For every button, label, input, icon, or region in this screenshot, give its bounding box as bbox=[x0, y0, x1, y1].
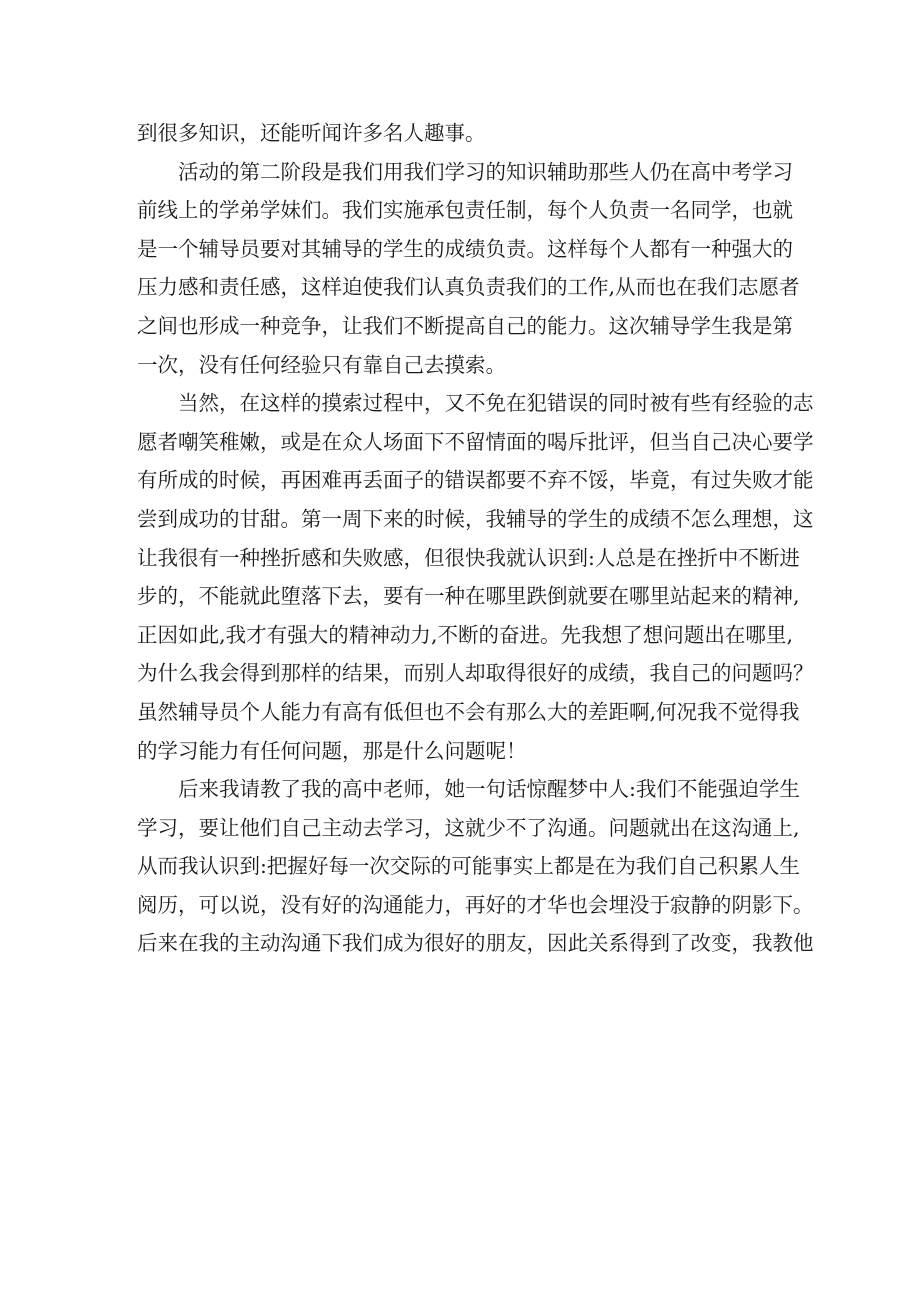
text-line: 一次，没有任何经验只有靠自己去摸索。 bbox=[137, 352, 506, 377]
text-line: 从而我认识到:把握好每一次交际的可能事实上都是在为我们自己积累人生 bbox=[137, 854, 800, 879]
text-line: 正因如此,我才有强大的精神动力,不断的奋进。先我想了想问题出在哪里, bbox=[137, 622, 793, 647]
paragraph bbox=[137, 153, 800, 385]
text-line: 前线上的学弟学妹们。我们实施承包责任制，每个人负责一名同学，也就 bbox=[137, 198, 793, 223]
paragraph bbox=[137, 384, 814, 770]
text-line: 为什么我会得到那样的结果，而别人却取得很好的成绩，我自己的问题吗？ bbox=[137, 661, 814, 686]
text-line: 愿者嘲笑稚嫩，或是在众人场面下不留情面的喝斥批评，但当自己决心要学 bbox=[137, 429, 814, 454]
text-line: 有所成的时候，再困难再丢面子的错误都要不弃不馁，毕竟，有过失败才能 bbox=[137, 468, 814, 493]
text-line: 步的，不能就此堕落下去，要有一种在哪里跌倒就要在哪里站起来的精神, bbox=[137, 584, 800, 609]
text-line: 虽然辅导员个人能力有高有低但也不会有那么大的差距啊,何况我不觉得我 bbox=[137, 699, 800, 724]
paragraph bbox=[137, 114, 793, 153]
text-line: 之间也形成一种竞争，让我们不断提高自己的能力。这次辅导学生我是第 bbox=[137, 313, 793, 338]
document-body bbox=[137, 114, 814, 963]
text-line: 尝到成功的甘甜。第一周下来的时候，我辅导的学生的成绩不怎么理想，这 bbox=[137, 506, 814, 531]
text-line: 后来我请教了我的高中老师，她一句话惊醒梦中人:我们不能强迫学生 bbox=[178, 777, 800, 802]
text-line: 阅历，可以说，没有好的沟通能力，再好的才华也会埋没于寂静的阴影下。 bbox=[137, 892, 814, 917]
text-line: 让我很有一种挫折感和失败感，但很快我就认识到:人总是在挫折中不断进 bbox=[137, 545, 800, 570]
text-line: 活动的第二阶段是我们用我们学习的知识辅助那些人仍在高中考学习 bbox=[178, 159, 793, 184]
text-line: 到很多知识，还能听闻许多名人趣事。 bbox=[137, 121, 486, 145]
text-line: 压力感和责任感，这样迫使我们认真负责我们的工作,从而也在我们志愿者 bbox=[137, 275, 800, 300]
text-line: 的学习能力有任何问题，那是什么问题呢！ bbox=[137, 738, 527, 763]
text-line: 是一个辅导员要对其辅导的学生的成绩负责。这样每个人都有一种强大的 bbox=[137, 236, 793, 261]
text-line: 后来在我的主动沟通下我们成为很好的朋友，因此关系得到了改变，我教他 bbox=[137, 931, 814, 956]
text-line: 当然，在这样的摸索过程中，又不免在犯错误的同时被有些有经验的志 bbox=[178, 391, 814, 416]
paragraph bbox=[137, 770, 814, 963]
text-line: 学习，要让他们自己主动去学习，这就少不了沟通。问题就出在这沟通上, bbox=[137, 815, 800, 840]
